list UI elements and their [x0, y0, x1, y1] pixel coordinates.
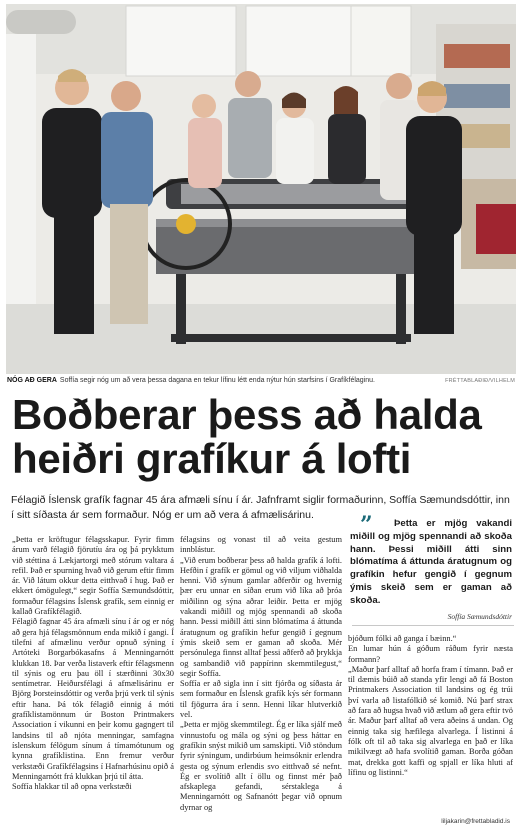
paragraph: bjóðum fólki að ganga í bæinn.“ — [348, 634, 457, 643]
paragraph: félagsins og vonast til að veita gestum innblástur. — [180, 535, 342, 555]
paragraph: „Þetta er mjög skemmtilegt. Ég er líka sjálf með vinnustofu og mála og sýni og þess háttar en grafíkin snýst mikið um samskipti. Við stöndum fyrir sýningum, undirbúum heimsóknir erlendra gesta og sýnum erlendis svo eitthvað sé nefnt. Ég er svolítið allt í öllu og finnst mér það afskaplega gefandi, sérstaklega á Menningarnótt og Safnanótt þegar við opnum dyrnar og — [180, 720, 342, 812]
paragraph: „Maður þarf alltaf að horfa fram í tímann. Það er til dæmis búið að standa yfir lengi að fá Boston Printmakers Association til landsins og ég trúi því varla að listafólkið sé komið. Nú þarf strax að fara að hugsa hvað við ætlum að gera eftir tvö ár. Maður þarf alltaf að vera aðeins á undan. Og einnig taka sig hæfilega alvarlega. Í listinni á fólk oft til að taka sig alvarlega en það er líka mikilvægt að hafa svolítið gaman. Borða góðan mat, drekka gott kaffi og spjall er líka hluti af lífinu og listinni.“ — [348, 664, 513, 777]
photo-credit: FRÉTTABLAÐIÐ/VILHELM — [445, 378, 515, 384]
photo-caption — [7, 375, 515, 387]
headline — [12, 393, 512, 481]
caption-lead: NÓG AÐ GERA — [7, 377, 57, 384]
pull-quote — [350, 512, 512, 621]
author-email[interactable]: liljakarin@frettabladid.is — [441, 818, 510, 825]
caption-text: Soffía segir nóg um að vera þessa dagana en tekur lífinu létt enda nýtur hún starfsins í Grafíkfélaginu. — [59, 377, 375, 384]
pull-quote-attribution: Soffía Sæmundsdóttir — [447, 611, 512, 621]
pull-quote-text: Þetta er mjög vakandi miðill og mjög spennandi að skoða hann. Þessi miðill átti sinn blómatíma á áttunda áratugnum og grafíkin hefur gengið í gegnum ýmis skeið sem er gaman að skoða. — [350, 518, 512, 606]
paragraph: „Við erum boðberar þess að halda grafík á lofti. Hefðin í grafík er gömul og við viljum viðhalda henni. Við sýnum gamlar aðferðir og hvernig þær eru unnar en síðan erum við líka að þróa miðilinn og sýna aðrar leiðir. Þetta er mjög vakandi miðill og mjög spennandi að skoða hann. Þessi miðill átti sinn blómatíma á áttunda áratugnum og grafíkin hefur gengið í gegnum ýmis skeið sem er gaman að skoða. Mér persónulega finnst alltaf þessi aðferð að þrykkja og sambandið við pappírinn skemmtilegust,“ segir Soffía. — [180, 555, 342, 678]
paragraph: Soffía hlakkar til að opna verkstæði — [12, 782, 132, 792]
paragraph: „Þetta er kröftugur félagsskapur. Fyrir fimm árum varð félagið fjörutíu ára og þá prykktum við stéttina á Lækjartorgi með stórum valtara á refil. Það er spurning hvað við gerum eftir fimm ár. Við látum okkur detta eitthvað í hug. Það er ekkert ómögulegt,“ segir Soffía Sæmundsdóttir, formaður félagsins Íslensk grafík, sem einnig er kallað Grafíkfélagið. — [12, 535, 174, 617]
paragraph: En lumar hún á góðum ráðum fyrir næsta formann? — [348, 644, 513, 664]
paragraph: Félagið fagnar 45 ára afmæli sínu í ár og er nóg að gera hjá félagsmönnum enda mikið í gangi. Í tilefni af afmælinu verður opnuð sýning í Artóteki Borgarbókasafns á Menningarnótt klukkan 18. Þar verða listaverk eftir félagsmenn til sýnis og eru þau öll í stærðinni 30x30 sentímetrar. Heiðursfélagi á afmælisárinu er Björg Þorsteinsdóttir og verða þrjú verk til sýnis eftir hana. Þá tók félagið einnig á móti grafíklistamönnum úr Boston Printmakers Association í vikunni en þeir komu gagngert til landsins til að njóta menningar, samfagna íslenskum félögum sínum á tímamótunum og kynna grafíklistina. Enn fremur verður verkstæði Grafíkfélagsins í Hafnarhúsinu opið á Menningarnótt frá klukkan þrjú til átta. — [12, 617, 174, 781]
paragraph: Soffía er að sigla inn í sitt fjórða og síðasta ár sem formaður en Íslensk grafík kýs sér formann til fjögurra ára í senn. Henni líkar hlutverkið vel. — [180, 679, 342, 720]
body-column-3 — [348, 634, 513, 814]
headline-line-1: Boðberar þess að halda — [12, 391, 482, 438]
body-column-2 — [180, 535, 342, 823]
lede: Félagið Íslensk grafík fagnar 45 ára afmæli sínu í ár. Jafnframt siglir formaðurinn, Soffía Sæmundsdóttir, inn í sitt síðasta ár sem formaður. Nóg er um að vera á afmælisárinu. — [11, 494, 510, 521]
article-photo — [6, 4, 516, 374]
group-photo-illustration — [6, 4, 516, 374]
divider — [352, 625, 514, 626]
body-column-1 — [12, 535, 174, 823]
quote-mark-icon: ” — [360, 512, 373, 538]
headline-line-2: heiðri grafíkur á lofti — [12, 435, 412, 482]
